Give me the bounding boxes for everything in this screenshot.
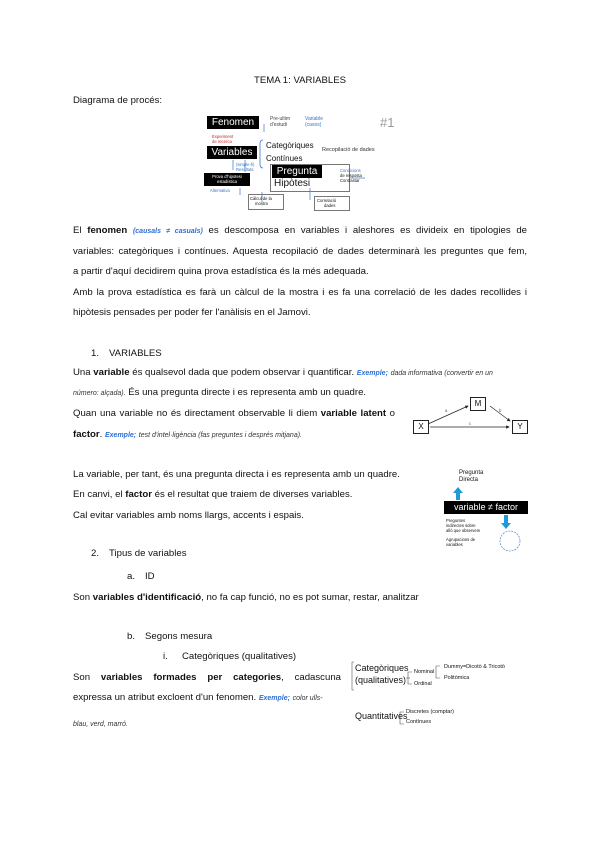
subsection-b-title: Segons mesura bbox=[145, 631, 213, 642]
cond-note: de resposta bbox=[340, 173, 362, 178]
factor-note: allò que observem bbox=[446, 528, 481, 533]
recopilacio-label: Recopilació de dades bbox=[322, 147, 375, 153]
fenomen-note-blue: (casos) bbox=[305, 122, 322, 128]
factor-note: Agrupacions de bbox=[446, 537, 476, 542]
s1-line5: La variable, per tant, és una pregunta directa i es representa amb un quadre. bbox=[73, 469, 400, 480]
categoriques-label: Categòriques bbox=[266, 141, 314, 150]
prova-box bbox=[204, 173, 250, 186]
intro-p1-line3: a partir d'aquí decidirem quina prova estadística és la més adequada. bbox=[73, 266, 369, 277]
section1-title: VARIABLES bbox=[109, 348, 162, 359]
text: expressa un atribut excloent d'un fenomen. bbox=[73, 692, 257, 703]
process-diagram-lines bbox=[200, 110, 410, 210]
latent-term: variable latent bbox=[320, 408, 387, 419]
fenomen-paren: (causals ≠ casuals) bbox=[132, 228, 203, 235]
text: Quan una variable no és directament observable li diem bbox=[73, 408, 318, 419]
continues-label: Contínues bbox=[266, 154, 303, 163]
intro-p2-line1: Amb la prova estadística es farà un càlcul de la mostra i es fa una correlació de les dades recollides i bbox=[73, 287, 527, 298]
fenomen-note: d'estudi bbox=[270, 122, 288, 128]
subsection-a-title: ID bbox=[145, 571, 155, 582]
page-title: TEMA 1: VARIABLES bbox=[254, 75, 347, 86]
variable-term: variable bbox=[93, 367, 130, 378]
intro-p2-line2: hipòtesis pensades per poder fer l'anàlisis en el Jamovi. bbox=[73, 307, 311, 318]
text: és el resultat que traiem de diverses variables. bbox=[154, 489, 353, 500]
s1-line6 bbox=[73, 489, 352, 501]
subsection-i-title: Categòriques (qualitatives) bbox=[182, 651, 297, 662]
factor-arrows bbox=[444, 466, 530, 562]
subsection-i-letter: i. bbox=[163, 651, 168, 662]
pregunta-box: Pregunta bbox=[272, 165, 322, 178]
text: , no fa cap funció, no es pot sumar, restar, analitzar bbox=[201, 592, 419, 603]
politomica-label: Politòmica bbox=[444, 675, 470, 681]
path-c-label: c bbox=[469, 421, 472, 426]
correlacio-frame bbox=[314, 196, 350, 211]
fenomen-note: Pre-ultim bbox=[270, 116, 291, 122]
categoriques-line1 bbox=[73, 672, 341, 684]
quant-label: Quantitatives bbox=[355, 711, 408, 721]
pregunta-frame bbox=[270, 164, 350, 192]
hipotesi-label: Hipòtesi bbox=[274, 178, 311, 189]
calcul-frame bbox=[248, 194, 284, 210]
categories-term: variables formades per categories bbox=[100, 672, 282, 683]
mxy-diagram bbox=[412, 394, 528, 436]
text: Son bbox=[73, 672, 91, 683]
text: . bbox=[99, 429, 103, 440]
id-description bbox=[73, 592, 419, 604]
calcul-mostra: Càlcul de la bbox=[250, 196, 272, 201]
exemple-text: número: alçada). bbox=[73, 390, 126, 397]
s1-line1 bbox=[73, 367, 493, 380]
calcul-mostra: mostra bbox=[255, 201, 268, 206]
exemple-label: Exemple; bbox=[105, 432, 137, 439]
variables-note: Experiment bbox=[212, 134, 234, 139]
continues-label: Contínues bbox=[406, 719, 432, 725]
variables-box: Variables bbox=[207, 146, 257, 159]
text: , cadascuna bbox=[281, 672, 341, 683]
alternativa-note: Alternativa bbox=[210, 188, 230, 193]
cat-label: Categòriques bbox=[355, 663, 409, 673]
factor-note: Preguntes bbox=[446, 518, 466, 523]
text: o bbox=[389, 408, 395, 419]
exemple-text: dada informativa (convertir en un bbox=[390, 370, 493, 377]
x-box: X bbox=[413, 420, 429, 434]
fenomen-note-blue: Variable bbox=[305, 116, 323, 122]
factor-note: indirectes sobre bbox=[446, 523, 476, 528]
categoriques-line2 bbox=[73, 692, 323, 705]
path-b-label: b bbox=[499, 408, 502, 413]
fenomen-term: fenomen bbox=[87, 225, 128, 236]
pregunta-label: Pregunta bbox=[459, 470, 484, 476]
nominal-label: Nominal bbox=[414, 669, 435, 675]
text: És una pregunta directe i es representa amb un quadre. bbox=[128, 387, 367, 398]
intro-p1-line1 bbox=[73, 225, 527, 238]
factor-note: variables bbox=[446, 542, 463, 547]
fenomen-box: Fenomen bbox=[207, 116, 259, 129]
path-a-label: a bbox=[445, 408, 448, 413]
cond-note: Contrastar bbox=[340, 178, 360, 183]
text: es descomposa en variables i aleshores es divideix en tipologies de bbox=[208, 225, 528, 236]
text: En canvi, el bbox=[73, 489, 123, 500]
text: Una bbox=[73, 367, 91, 378]
directa-label: Directa bbox=[459, 477, 479, 483]
correlacio-label: Correlació bbox=[317, 198, 337, 203]
variables-note: de recerca bbox=[212, 139, 232, 144]
exemple-label: Exemple; bbox=[258, 695, 290, 702]
factor-diagram bbox=[444, 466, 530, 562]
exemple-label: Exemple; bbox=[356, 370, 388, 377]
text: és qualsevol dada que podem observar i quantificar. bbox=[132, 367, 355, 378]
s1-line2 bbox=[73, 387, 366, 400]
s1-line3 bbox=[73, 408, 395, 420]
types-diagram bbox=[352, 660, 532, 728]
section2-number: 2. bbox=[91, 548, 100, 559]
cat-sub-label: (qualitatives) bbox=[355, 675, 407, 685]
dummy-label: Dummy=Dicotò & Tricotò bbox=[444, 664, 505, 670]
variable-factor-bar: variable ≠ factor bbox=[444, 501, 528, 514]
discretes-label: Discretes (comptar) bbox=[406, 709, 454, 715]
diagram-heading: Diagrama de procés: bbox=[73, 95, 163, 106]
factor-term: factor bbox=[73, 429, 100, 440]
y-box: Y bbox=[512, 420, 528, 434]
exemple-text: blau, verd, marró. bbox=[73, 721, 128, 728]
section1-number: 1. bbox=[91, 348, 100, 359]
intro-p1-line2: variables: categòriques i contínues. Aquesta recopilació de dades determinarà les preguntes que fem, bbox=[73, 246, 527, 257]
ordinal-label: Ordinal bbox=[414, 681, 432, 687]
subsection-b-letter: b. bbox=[127, 631, 136, 642]
prova-line: Prova d'hipotesi bbox=[212, 174, 242, 179]
text: El bbox=[73, 225, 82, 236]
s1-line7: Cal evitar variables amb noms llargs, accents i espais. bbox=[73, 510, 304, 521]
subsection-a-letter: a. bbox=[127, 571, 136, 582]
prova-line: estadística bbox=[216, 179, 238, 184]
factor-term: factor bbox=[125, 489, 152, 500]
exemple-text: test d'intel·ligència (fas preguntes i després mitjana). bbox=[138, 432, 302, 439]
s1-line4 bbox=[73, 429, 302, 442]
cond-note: Condicions bbox=[340, 168, 361, 173]
correlacio-label: dades bbox=[324, 203, 336, 208]
text: Son bbox=[73, 592, 91, 603]
process-diagram bbox=[200, 110, 410, 210]
m-box: M bbox=[470, 397, 486, 411]
side-note: Resultats bbox=[236, 167, 254, 172]
hash-mark: #1 bbox=[380, 115, 395, 130]
side-note: (simple-fi) bbox=[236, 162, 255, 167]
categoriques-line3 bbox=[73, 713, 128, 731]
id-term: variables d'identificació bbox=[92, 592, 202, 603]
exemple-text: color ulls- bbox=[292, 695, 323, 702]
section2-title: Tipus de variables bbox=[109, 548, 187, 559]
